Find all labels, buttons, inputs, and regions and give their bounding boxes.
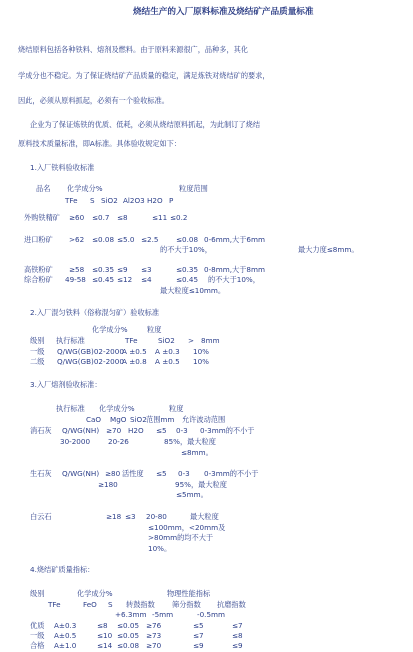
s4-cell: A±1.0	[54, 641, 77, 650]
section4-heading: 4.烧结矿质量指标：	[30, 565, 95, 574]
s4-cell: ≤7	[193, 631, 204, 640]
s4-header: 化学成分%	[77, 589, 113, 598]
s4-cell: ≤7	[232, 621, 243, 630]
s3-col: CaO	[86, 415, 102, 424]
s1-cell: ≤0.45	[176, 275, 199, 284]
s2-col: TFe	[125, 336, 138, 345]
s1-header-size: 粒度范围	[179, 184, 208, 193]
s1-cell: ≤0.2	[170, 213, 188, 222]
s1-cell: ≤12	[117, 275, 133, 284]
s2-size: 10%	[193, 357, 209, 366]
s3-col: 允许波动范围	[182, 415, 226, 424]
s4-cell: ≥73	[146, 631, 162, 640]
s4-cell: ≥76	[146, 621, 162, 630]
s4-grade: 一级	[30, 631, 45, 640]
s3-cell: ≤5	[156, 426, 167, 435]
intro-line: 学成分也不稳定。为了保证烧结矿产品质量的稳定，满足炼铁对烧结矿的要求，	[18, 71, 270, 80]
s3-name: 消石灰	[30, 426, 52, 435]
section2-heading: 2.入厂混匀铁料（俗称混匀矿）验收标准	[30, 308, 160, 317]
s1-cell: ≤0.08	[176, 235, 199, 244]
s4-cell: ≤10	[97, 631, 113, 640]
s1-size: 最大粒度≤10mm。	[160, 286, 226, 295]
s3-cell: Q/WG(NH)	[62, 426, 100, 435]
s3-cell: 95%，最大粒度	[175, 480, 227, 489]
s1-row-name: 高铁粉矿	[24, 265, 53, 274]
s3-cell: 85%，最大粒度	[164, 437, 216, 446]
intro-line: 因此，必须从原料抓起，必须有一个验收标准。	[18, 96, 169, 105]
s4-col: -0.5mm	[197, 610, 226, 619]
s2-col: SiO2	[158, 336, 175, 345]
document-title: 烧结生产的入厂原料标准及烧结矿产品质量标准	[133, 7, 314, 17]
s3-cell: H2O	[128, 426, 144, 435]
intro-line: 烧结原料包括各种铁料、熔剂及燃料。由于原料来源很广，品种多，其化	[18, 45, 249, 54]
s2-grade: 二级	[30, 357, 45, 366]
section3-heading: 3.入厂熔剂验收标准：	[30, 380, 102, 389]
s1-col: P	[169, 196, 174, 205]
s4-cell: ≤14	[97, 641, 113, 650]
s2-sio2: A ±0.5	[155, 357, 180, 366]
s2-col: 执行标准	[56, 336, 85, 345]
s4-cell: ≤9	[193, 641, 204, 650]
s1-cell: ≤0.7	[92, 213, 110, 222]
s4-cell: ≤0.05	[117, 631, 140, 640]
s1-col: SiO2	[101, 196, 118, 205]
s4-col: 筛分指数	[172, 600, 201, 609]
s3-col: MgO	[110, 415, 127, 424]
s1-cell: ≤0.08	[92, 235, 115, 244]
s1-row-name: 外购铁精矿	[24, 213, 60, 222]
s4-cell: ≤9	[232, 641, 243, 650]
s2-tfe: A ±0.5	[122, 347, 147, 356]
s1-size: 的不大于10%，	[160, 245, 212, 254]
s3-cell: ≥180	[98, 480, 118, 489]
s1-col: S	[90, 196, 95, 205]
s1-cell: ≤8	[117, 213, 128, 222]
s3-cell: ≤8mm。	[181, 448, 213, 457]
s3-cell: Q/WG(NH)	[62, 469, 100, 478]
s1-header-chem: 化学成分%	[67, 184, 103, 193]
s4-col: FeO	[83, 600, 97, 609]
s4-col: +6.3mm	[115, 610, 147, 619]
s4-cell: ≥70	[146, 641, 162, 650]
intro-line: 原料技术质量标准，即A标准。具体验收规定如下：	[18, 139, 182, 148]
s3-cell: ≥18	[106, 512, 122, 521]
s3-cell: 30-2000	[60, 437, 91, 446]
s3-name: 生石灰	[30, 469, 52, 478]
s2-header-chem: 化学成分%	[92, 325, 128, 334]
s3-header: 执行标准	[56, 404, 85, 413]
s1-cell: ≤11	[152, 213, 168, 222]
s3-col: 范围mm	[146, 415, 175, 424]
s4-cell: A±0.5	[54, 631, 77, 640]
s1-cell: ≥58	[69, 265, 85, 274]
s1-cell: ≤3	[141, 265, 152, 274]
s4-col: TFe	[48, 600, 61, 609]
intro-line: 企业为了保证炼铁的优质、低耗，必须从烧结原料抓起，为此制订了烧结	[30, 120, 261, 129]
s2-col: >	[188, 336, 195, 345]
s3-cell: 20-80	[146, 512, 167, 521]
s3-header: 粒度	[169, 404, 184, 413]
s2-col: 级别	[30, 336, 45, 345]
s1-size: 0-8mm,大于8mm	[204, 265, 265, 274]
s4-grade: 优质	[30, 621, 45, 630]
s3-cell: 0-3	[178, 469, 190, 478]
s3-col: SiO2	[130, 415, 147, 424]
s1-col: H2O	[147, 196, 163, 205]
s3-cell: 活性度	[122, 469, 144, 478]
s1-cell: ≤2.5	[141, 235, 159, 244]
s3-cell: 0-3	[176, 426, 188, 435]
s2-size: 10%	[193, 347, 209, 356]
s3-cell: ≤5	[156, 469, 167, 478]
s1-cell: ≤0.35	[92, 265, 115, 274]
s3-cell: ≥80	[105, 469, 121, 478]
s4-cell: A±0.3	[54, 621, 77, 630]
s3-cell: 10%。	[148, 544, 172, 553]
s2-sio2: A ±0.3	[155, 347, 180, 356]
s2-grade: 一级	[30, 347, 45, 356]
s4-cell: ≤0.08	[117, 641, 140, 650]
s3-cell: 最大粒度	[190, 512, 219, 521]
s1-cell: ≤0.35	[176, 265, 199, 274]
s1-cell: 49-58	[65, 275, 86, 284]
s4-col: 抗磨指数	[217, 600, 246, 609]
section1-heading: 1.入厂铁料验收标准	[30, 163, 95, 172]
s4-header: 物理性能指标	[167, 589, 211, 598]
s1-col: Al2O3	[123, 196, 145, 205]
s2-std: Q/WG(GB)02-2000	[57, 347, 124, 356]
s4-col: S	[108, 600, 113, 609]
s4-header: 级别	[30, 589, 45, 598]
s2-col: 8mm	[201, 336, 220, 345]
s3-header: 化学成分%	[99, 404, 135, 413]
s3-cell: ≤5mm。	[176, 490, 208, 499]
s2-tfe: A ±0.8	[122, 357, 147, 366]
s1-cell: ≤0.45	[92, 275, 115, 284]
s3-cell: ≤100mm，<20mm及	[148, 523, 226, 532]
s1-size: 0-6mm,大于6mm	[204, 235, 265, 244]
s3-cell: 20-26	[108, 437, 129, 446]
s1-col: TFe	[65, 196, 78, 205]
s3-cell: 0-3mm的不小于	[204, 469, 259, 478]
s1-row-name: 综合粉矿	[24, 275, 53, 284]
s2-std: Q/WG(GB)02-2000	[57, 357, 124, 366]
s4-col: 转鼓指数	[126, 600, 155, 609]
s4-grade: 合格	[30, 641, 45, 650]
s2-header-size: 粒度	[147, 325, 162, 334]
s1-cell: ≤4	[141, 275, 152, 284]
s1-row-name: 进口粉矿	[24, 235, 53, 244]
s1-header-name: 品名	[36, 184, 51, 193]
s4-col: -5mm	[152, 610, 174, 619]
s3-cell: ≥70	[106, 426, 122, 435]
s1-cell: ≥60	[69, 213, 85, 222]
s4-cell: ≤8	[97, 621, 108, 630]
s3-name: 白云石	[30, 512, 52, 521]
s1-size: 最大力度≤8mm。	[298, 245, 359, 254]
s4-cell: ≤0.05	[117, 621, 140, 630]
s3-cell: 0-3mm的不小于	[200, 426, 255, 435]
s4-cell: ≤8	[232, 631, 243, 640]
s1-size: 的不大于10%，	[208, 275, 260, 284]
s1-cell: ≤5.0	[117, 235, 135, 244]
s3-cell: >80mm的均不大于	[148, 533, 214, 542]
s1-cell: ≤9	[117, 265, 128, 274]
s3-cell: ≤3	[125, 512, 136, 521]
s4-cell: ≤5	[193, 621, 204, 630]
s1-cell: >62	[69, 235, 85, 244]
